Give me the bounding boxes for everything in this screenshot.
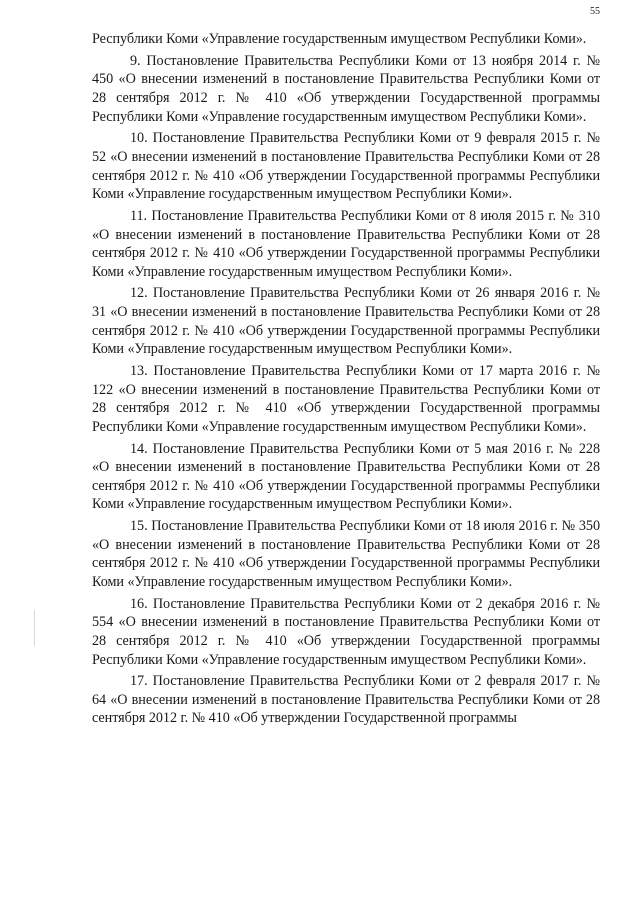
list-item-14: 14. Постановление Правительства Республики Коми от 5 мая 2016 г. № 228 «О внесении изменений в постановление Правительства Республики Коми от 28 сентября 2012 г. № 410 «Об утверждении Государственной программы Республики Коми «Управление государственным имуществом Республики Коми».	[92, 440, 600, 513]
list-item-17: 17. Постановление Правительства Республики Коми от 2 февраля 2017 г. № 64 «О внесении изменений в постановление Правительства Республики Коми от 28 сентября 2012 г. № 410 «Об утверждении Государственной программы	[92, 673, 600, 727]
scan-margin-mark	[34, 610, 35, 646]
continuation-paragraph: Республики Коми «Управление государственным имуществом Республики Коми».	[92, 31, 587, 47]
list-item-13: 13. Постановление Правительства Республики Коми от 17 марта 2016 г. № 122 «О внесении изменений в постановление Правительства Республики Коми от 28 сентября 2012 г. № 410 «Об утверждении Государственной программы Республики Коми «Управление государственным имуществом Республики Коми».	[92, 363, 600, 435]
list-item-16: 16. Постановление Правительства Республики Коми от 2 декабря 2016 г. № 554 «О внесении изменений в постановление Правительства Республики Коми от 28 сентября 2012 г. № 410 «Об утверждении Государственной программы Республики Коми «Управление государственным имуществом Республики Коми».	[92, 595, 600, 668]
list-item-9: 9. Постановление Правительства Республики Коми от 13 ноября 2014 г. № 450 «О внесении изменений в постановление Правительства Республики Коми от 28 сентября 2012 г. № 410 «Об утверждении Государственной программы Республики Коми «Управление государственным имуществом Республики Коми».	[92, 52, 600, 125]
document-body	[92, 30, 600, 731]
list-item-10: 10. Постановление Правительства Республики Коми от 9 февраля 2015 г. № 52 «О внесении изменений в постановление Правительства Республики Коми от 28 сентября 2012 г. № 410 «Об утверждении Государственной программы Республики Коми «Управление государственным имуществом Республики Коми».	[92, 130, 600, 203]
list-item-12: 12. Постановление Правительства Республики Коми от 26 января 2016 г. № 31 «О внесении изменений в постановление Правительства Республики Коми от 28 сентября 2012 г. № 410 «Об утверждении Государственной программы Республики Коми «Управление государственным имуществом Республики Коми».	[92, 285, 600, 358]
page-number: 55	[590, 6, 600, 17]
list-item-15: 15. Постановление Правительства Республики Коми от 18 июля 2016 г. № 350 «О внесении изменений в постановление Правительства Республики Коми от 28 сентября 2012 г. № 410 «Об утверждении Государственной программы Республики Коми «Управление государственным имуществом Республики Коми».	[92, 518, 600, 590]
list-item-11: 11. Постановление Правительства Республики Коми от 8 июля 2015 г. № 310 «О внесении изменений в постановление Правительства Республики Коми от 28 сентября 2012 г. № 410 «Об утверждении Государственной программы Республики Коми «Управление государственным имуществом Республики Коми».	[92, 207, 600, 280]
